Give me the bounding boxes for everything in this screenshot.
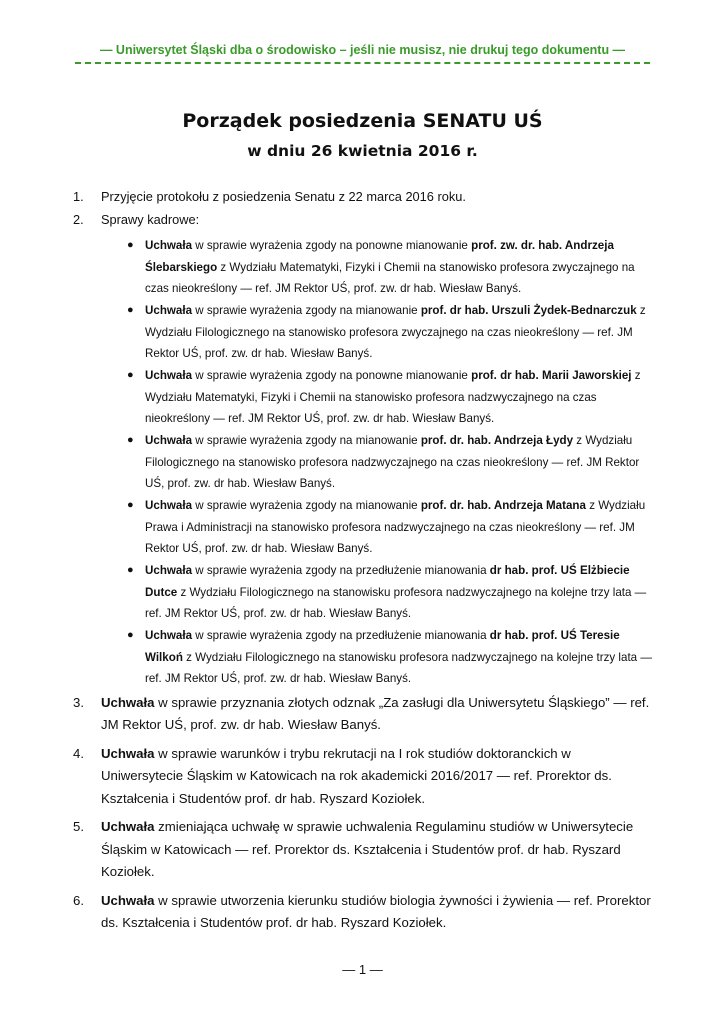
item-text: w sprawie utworzenia kierunku studiów biologia żywności i żywienia — ref. Prorektor ds. Kształcenia i Studentów prof. dr hab. Ryszard Koziołek. [101, 892, 651, 930]
item-keyword: Uchwała [101, 694, 155, 710]
item-number: 3. [73, 694, 84, 710]
agenda-item [73, 816, 653, 884]
item-keyword: Uchwała [101, 819, 155, 834]
item-keyword: Uchwała [145, 629, 193, 642]
item-keyword: Uchwała [145, 434, 193, 447]
item-keyword: Uchwała [101, 745, 155, 761]
item-text: z Wydziału Prawa i Administracji na stanowisko profesora nadzwyczajnego na czas nieokreślony — ref. JM Rektor UŚ, prof. zw. dr hab. Wiesław Banyś. [145, 499, 646, 555]
page-subtitle: w dniu 26 kwietnia 2016 r. [247, 142, 478, 160]
item-number: 6. [73, 892, 84, 908]
item-text: w sprawie wyrażenia zgody na przedłużenie mianowania [192, 629, 490, 642]
agenda-item [73, 890, 653, 935]
person-name: prof. dr. hab. Andrzeja Łydy [420, 434, 574, 447]
person-name: prof. dr hab. Urszuli Żydek-Bednarczuk [420, 304, 637, 317]
item-keyword: Uchwała [145, 499, 193, 512]
list-item [127, 365, 653, 430]
list-item [127, 235, 653, 300]
agenda-list [73, 186, 653, 941]
item-text: z Wydziału Matematyki, Fizyki i Chemii na stanowisko profesora zwyczajnego na czas nieokreślony — ref. JM Rektor UŚ, prof. zw. dr hab. Wiesław Banyś. [145, 260, 635, 295]
item-text: w sprawie przyznania złotych odznak „Za zasługi dla Uniwersytetu Śląskiego” — ref. JM Rektor UŚ, prof. zw. dr hab. Wiesław Banyś. [101, 694, 650, 732]
item-text: w sprawie wyrażenia zgody na ponowne mianowanie [192, 369, 472, 382]
bullet-icon: ● [127, 629, 134, 641]
item-text: w sprawie wyrażenia zgody na mianowanie [192, 499, 421, 512]
page-title: Porządek posiedzenia SENATU UŚ [182, 110, 543, 132]
agenda-item [73, 209, 653, 690]
list-item [127, 430, 653, 495]
item-text: z Wydziału Filologicznego na stanowisko profesora zwyczajnego na czas nieokreślony — ref. JM Rektor UŚ, prof. zw. dr hab. Wiesław Banyś. [145, 304, 646, 360]
item-text: z Wydziału Filologicznego na stanowisko profesora nadzwyczajnego na czas nieokreślony — ref. JM Rektor UŚ, prof. zw. dr hab. Wiesław Banyś. [145, 434, 640, 490]
header-divider [75, 62, 650, 64]
item-text: Sprawy kadrowe: [101, 212, 200, 227]
person-name: prof. dr hab. Marii Jaworskiej [471, 369, 632, 382]
person-name: dr hab. prof. UŚ Teresie Wilkoń [145, 629, 620, 664]
item-text: w sprawie wyrażenia zgody na mianowanie [192, 434, 421, 447]
list-item [127, 625, 653, 690]
list-item [127, 560, 653, 625]
person-name: prof. zw. dr. hab. Andrzeja Ślebarskiego [145, 239, 614, 274]
item-text: Przyjęcie protokołu z posiedzenia Senatu z 22 marca 2016 roku. [101, 189, 466, 204]
eco-notice: — Uniwersytet Śląski dba o środowisko – jeśli nie musisz, nie drukuj tego dokumentu — [99, 43, 626, 57]
item-keyword: Uchwała [145, 369, 193, 382]
item-number: 1. [73, 189, 84, 204]
person-name: prof. dr. hab. Andrzeja Matana [420, 499, 586, 512]
bullet-icon: ● [127, 434, 134, 446]
agenda-item [73, 692, 653, 737]
person-name: dr hab. prof. UŚ Elżbiecie Dutce [145, 564, 630, 599]
item-keyword: Uchwała [145, 564, 193, 577]
agenda-item [73, 186, 653, 208]
item-text: z Wydziału Matematyki, Fizyki i Chemii na stanowisko profesora nadzwyczajnego na czas nieokreślony — ref. JM Rektor UŚ, prof. zw. dr hab. Wiesław Banyś. [145, 369, 641, 425]
list-item [127, 495, 653, 560]
item-keyword: Uchwała [145, 304, 193, 317]
bullet-icon: ● [127, 304, 134, 316]
item-text: z Wydziału Filologicznego na stanowisku profesora nadzwyczajnego na kolejne trzy lata — ref. JM Rektor UŚ, prof. zw. dr hab. Wiesław Banyś. [145, 585, 647, 620]
item-text: w sprawie wyrażenia zgody na przedłużenie mianowania [192, 564, 490, 577]
item-text: w sprawie wyrażenia zgody na mianowanie [192, 304, 421, 317]
item-text: w sprawie wyrażenia zgody na ponowne mianowanie [192, 239, 472, 252]
item-number: 2. [73, 212, 84, 227]
item-text: z Wydziału Filologicznego na stanowisku profesora nadzwyczajnego na kolejne trzy lata — ref. JM Rektor UŚ, prof. zw. dr hab. Wiesław Banyś. [145, 650, 652, 685]
item-text: w sprawie warunków i trybu rekrutacji na I rok studiów doktoranckich w Uniwersytecie Śląskim w Katowicach na rok akademicki 2016/2017 — ref. Prorektor ds. Kształcenia i Studentów prof. dr hab. Ryszard Koziołek. [101, 745, 612, 806]
item-keyword: Uchwała [101, 892, 155, 908]
page-number: — 1 — [342, 962, 383, 977]
item-keyword: Uchwała [145, 239, 193, 252]
bullet-icon: ● [127, 239, 134, 251]
bullet-icon: ● [127, 499, 134, 511]
agenda-item [73, 743, 653, 811]
personnel-matters-list [101, 235, 653, 690]
item-number: 5. [73, 819, 84, 834]
item-number: 4. [73, 745, 84, 761]
bullet-icon: ● [127, 564, 134, 576]
bullet-icon: ● [127, 369, 134, 381]
item-text: zmieniająca uchwałę w sprawie uchwalenia Regulaminu studiów w Uniwersytecie Śląskim w Katowicach — ref. Prorektor ds. Kształcenia i Studentów prof. dr hab. Ryszard Koziołek. [101, 819, 634, 879]
list-item [127, 300, 653, 365]
